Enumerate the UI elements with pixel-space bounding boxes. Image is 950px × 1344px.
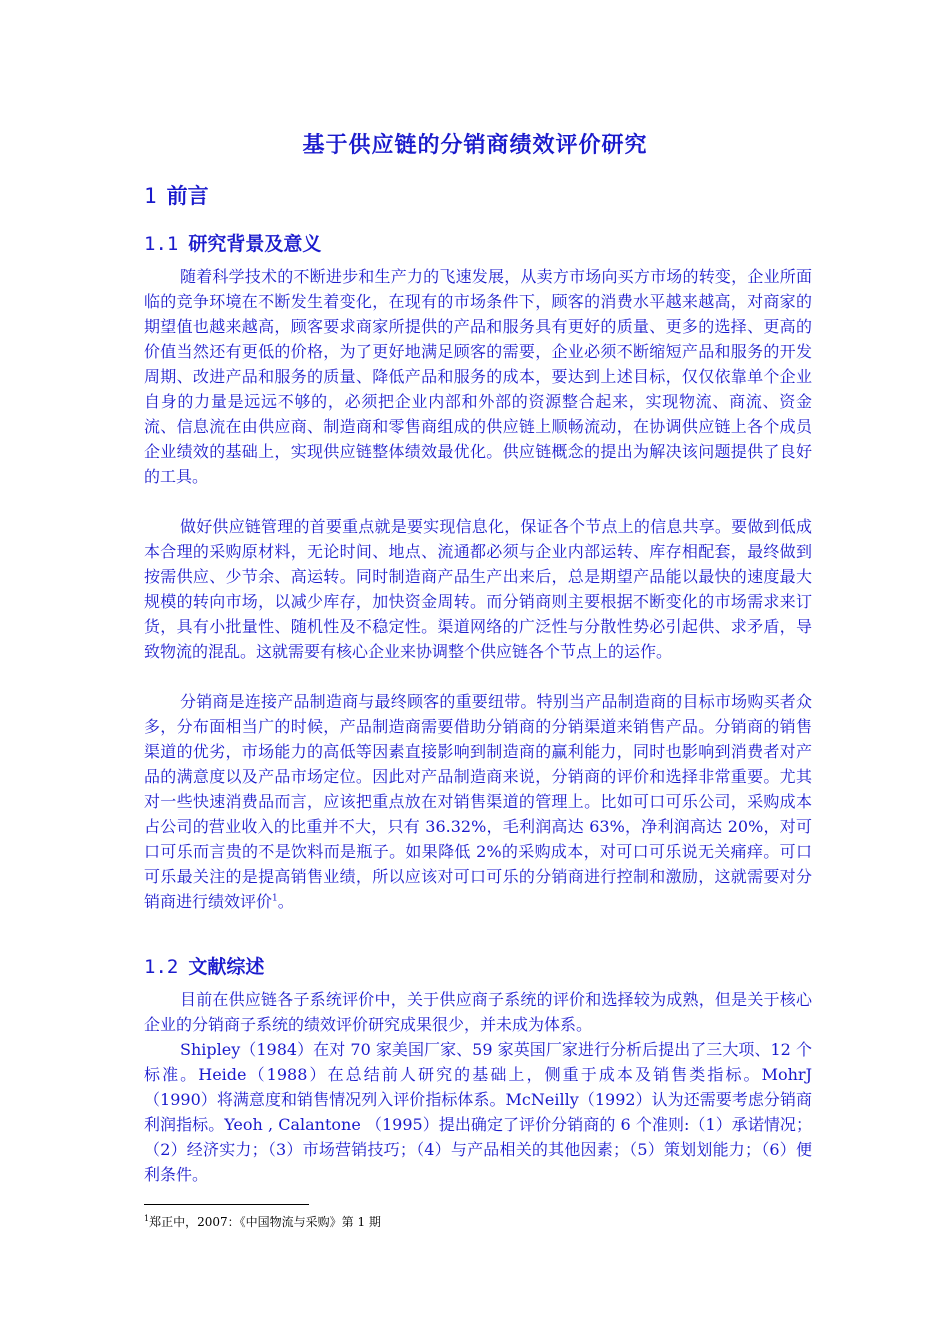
paragraph-literature-1: 目前在供应链各子系统评价中，关于供应商子系统的评价和选择较为成熟，但是关于核心企业的分销商子系统的绩效评价研究成果很少，并未成为体系。 bbox=[144, 990, 812, 1034]
section-heading-1-1 bbox=[144, 229, 321, 256]
footnote-reference[interactable]: 1 bbox=[272, 893, 278, 904]
paragraph-end: 。 bbox=[277, 892, 294, 911]
footnote-separator bbox=[144, 1204, 309, 1205]
section-title: 研究背景及意义 bbox=[188, 233, 322, 255]
paragraph-background-2: 做好供应链管理的首要重点就是要实现信息化，保证各个节点上的信息共享。要做到低成本合理的采购原材料，无论时间、地点、流通都必须与企业内部运转、库存相配套，最终做到按需供应、少节余、高运转。同时制造商产品生产出来后，总是期望产品能以最快的速度最大规模的转向市场，以减少库存，加快资金周转。而分销商则主要根据不断变化的市场需求来订货，具有小批量性、随机性及不稳定性。渠道网络的广泛性与分散性势必引起供、求矛盾，导致物流的混乱。这就需要有核心企业来协调整个供应链各个节点上的运作。 bbox=[144, 517, 812, 661]
footnote-marker: 1 bbox=[144, 1214, 150, 1223]
section-heading-1-2 bbox=[144, 952, 264, 979]
section-number: 1.1 bbox=[144, 233, 179, 255]
section-title: 前言 bbox=[166, 184, 209, 208]
paragraph-text: 分销商是连接产品制造商与最终顾客的重要纽带。特别当产品制造商的目标市场购买者众多，分布面相当广的时候，产品制造商需要借助分销商的分销渠道来销售产品。分销商的销售渠道的优劣，市场能力的高低等因素直接影响到制造商的赢利能力，同时也影响到消费者对产品的满意度以及产品市场定位。因此对产品制造商来说，分销商的评价和选择非常重要。尤其对一些快速消费品而言，应该把重点放在对销售渠道的管理上。比如可口可乐公司，采购成本占公司的营业收入的比重并不大，只有 36.32%，毛利润高达 63%，净利润高达 20%，对可口可乐而言贵的不是饮料而是瓶子。如果降低 2%的采购成本，对可口可乐说无关痛痒。可口可乐最关注的是提高销售业绩，所以应该对可口可乐的分销商进行控制和激励，这就需要对分销商进行绩效评价 bbox=[144, 692, 812, 911]
document-title: 基于供应链的分销商绩效评价研究 bbox=[302, 133, 648, 158]
paragraph-background-3 bbox=[144, 689, 812, 914]
section-number: 1 bbox=[144, 184, 157, 208]
paragraph-literature-2: Shipley（1984）在对 70 家美国厂家、59 家英国厂家进行分析后提出了三大项、12 个标准。Heide（1988）在总结前人研究的基础上，侧重于成本及销售类指标。MohrJ（1990）将满意度和销售情况列入评价指标体系。McNeilly（1992）认为还需要考虑分销商利润指标。Yeoh , Calantone （1995）提出确定了评价分销商的 6 个准则:（1）承诺情况；（2）经济实力；（3）市场营销技巧；（4）与产品相关的其他因素；（5）策划划能力；（6）便利条件。 bbox=[144, 1040, 812, 1184]
footnote bbox=[144, 1213, 381, 1230]
section-number: 1.2 bbox=[144, 956, 179, 978]
paragraph-background-1: 随着科学技术的不断进步和生产力的飞速发展，从卖方市场向买方市场的转变，企业所面临的竞争环境在不断发生着变化，在现有的市场条件下，顾客的消费水平越来越高，对商家的期望值也越来越高，顾客要求商家所提供的产品和服务具有更好的质量、更多的选择、更高的价值当然还有更低的价格，为了更好地满足顾客的需要，企业必须不断缩短产品和服务的开发周期、改进产品和服务的质量、降低产品和服务的成本，要达到上述目标，仅仅依靠单个企业自身的力量是远远不够的，必须把企业内部和外部的资源整合起来，实现物流、商流、资金流、信息流在由供应商、制造商和零售商组成的供应链上顺畅流动，在协调供应链上各个成员企业绩效的基础上，实现供应链整体绩效最优化。供应链概念的提出为解决该问题提供了良好的工具。 bbox=[144, 267, 812, 486]
section-title: 文献综述 bbox=[188, 956, 265, 978]
footnote-text: 郑正中，2007：《中国物流与采购》第 1 期 bbox=[149, 1215, 381, 1229]
section-heading-1 bbox=[144, 180, 209, 210]
